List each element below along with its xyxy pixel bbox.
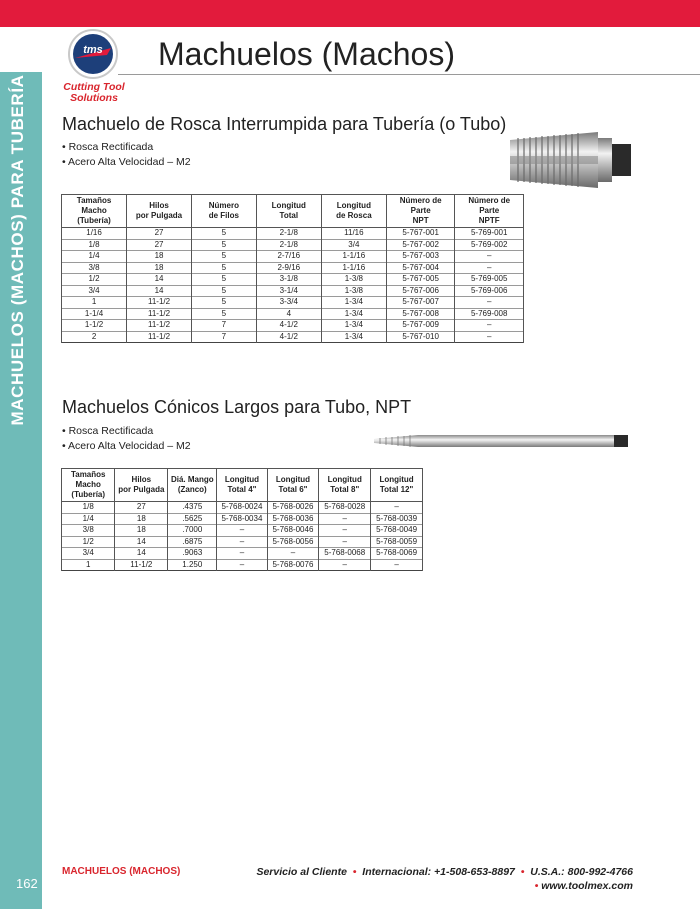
table-cell: 3/4 xyxy=(62,548,115,560)
bullet-item: • Acero Alta Velocidad – M2 xyxy=(62,439,191,454)
table-cell: 5-768-0069 xyxy=(371,548,423,560)
table-cell: 11-1/2 xyxy=(127,320,192,332)
table-cell: 5 xyxy=(191,262,256,274)
table-cell: 5-768-0039 xyxy=(371,513,423,525)
table-cell: 5-768-0068 xyxy=(319,548,371,560)
col-header-size: Tamaños Macho (Tubería) xyxy=(62,469,115,502)
table-row xyxy=(62,262,524,274)
table-cell: 3-1/8 xyxy=(256,274,321,286)
table-cell: 5-768-0056 xyxy=(267,536,319,548)
table-cell: .7000 xyxy=(168,525,217,537)
interrupted-thread-tap-image xyxy=(508,126,633,194)
table-cell: – xyxy=(319,536,371,548)
table-cell: 1/8 xyxy=(62,239,127,251)
section1-table xyxy=(61,194,524,343)
table-row xyxy=(62,502,423,514)
table-cell: – xyxy=(319,513,371,525)
table-cell: 1-3/4 xyxy=(321,308,386,320)
table-cell: 5-768-0059 xyxy=(371,536,423,548)
logo-text: tms xyxy=(83,44,103,56)
table-row xyxy=(62,559,423,571)
table-row xyxy=(62,308,524,320)
table-cell: – xyxy=(455,262,524,274)
table-cell: 1/2 xyxy=(62,274,127,286)
table-cell: – xyxy=(455,320,524,332)
table-cell: 1-3/4 xyxy=(321,331,386,343)
table-cell: – xyxy=(319,525,371,537)
table-cell: 5-768-0026 xyxy=(267,502,319,514)
table-cell: 5-768-0024 xyxy=(217,502,267,514)
table-cell: 5 xyxy=(191,239,256,251)
table-cell: 5-767-006 xyxy=(386,285,455,297)
col-header-length-4: Longitud Total 4" xyxy=(217,469,267,502)
col-header-length-8: Longitud Total 8" xyxy=(319,469,371,502)
footer-website-link[interactable]: www.toolmex.com xyxy=(541,880,633,892)
table-row xyxy=(62,285,524,297)
long-taper-tap-image xyxy=(372,431,630,451)
table-cell: 27 xyxy=(115,502,168,514)
table-row xyxy=(62,320,524,332)
table-cell: 7 xyxy=(191,320,256,332)
table-cell: 5-767-003 xyxy=(386,251,455,263)
table-cell: .4375 xyxy=(168,502,217,514)
table-cell: – xyxy=(217,536,267,548)
table-cell: 5 xyxy=(191,297,256,309)
table-cell: 1 xyxy=(62,559,115,571)
table-cell: 5 xyxy=(191,308,256,320)
table-cell: 1/4 xyxy=(62,513,115,525)
table-cell: – xyxy=(455,331,524,343)
table-cell: 2-1/8 xyxy=(256,228,321,240)
table-cell: 11-1/2 xyxy=(127,297,192,309)
table-cell: 5-767-010 xyxy=(386,331,455,343)
table-cell: – xyxy=(217,548,267,560)
table-row xyxy=(62,274,524,286)
table-row xyxy=(62,548,423,560)
table-row xyxy=(62,513,423,525)
table-cell: 5-769-005 xyxy=(455,274,524,286)
table-cell: 5-769-001 xyxy=(455,228,524,240)
col-header-overall-length: Longitud Total xyxy=(256,195,321,228)
table-row xyxy=(62,525,423,537)
section2-table xyxy=(61,468,423,571)
table-cell: 5-769-002 xyxy=(455,239,524,251)
tms-logo-icon xyxy=(63,28,123,80)
section1-bullets xyxy=(62,140,191,170)
sidebar-vertical-label: MACHUELOS (MACHOS) PARA TUBERÍA xyxy=(8,74,27,426)
table-cell: .5625 xyxy=(168,513,217,525)
table-cell: 18 xyxy=(127,262,192,274)
table-cell: 1/4 xyxy=(62,251,127,263)
table-header-row xyxy=(62,469,423,502)
table-cell: 14 xyxy=(127,285,192,297)
table-cell: – xyxy=(217,559,267,571)
table-cell: 14 xyxy=(127,274,192,286)
table-cell: – xyxy=(455,251,524,263)
table-cell: 7 xyxy=(191,331,256,343)
col-header-thread-length: Longitud de Rosca xyxy=(321,195,386,228)
table-cell: 1/8 xyxy=(62,502,115,514)
table-cell: 5-768-0036 xyxy=(267,513,319,525)
table-cell: 4 xyxy=(256,308,321,320)
table-cell: .9063 xyxy=(168,548,217,560)
table-cell: 5-769-008 xyxy=(455,308,524,320)
table-cell: 1 xyxy=(62,297,127,309)
table-cell: 1/2 xyxy=(62,536,115,548)
table-cell: 11/16 xyxy=(321,228,386,240)
table-cell: 5-768-0076 xyxy=(267,559,319,571)
table-cell: 5-768-0049 xyxy=(371,525,423,537)
table-cell: 11-1/2 xyxy=(127,331,192,343)
table-cell: 18 xyxy=(127,251,192,263)
table-row xyxy=(62,331,524,343)
table-cell: 5 xyxy=(191,285,256,297)
table-cell: 5 xyxy=(191,251,256,263)
table-cell: 27 xyxy=(127,239,192,251)
table-cell: – xyxy=(371,502,423,514)
table-cell: 1-1/2 xyxy=(62,320,127,332)
col-header-flutes: Número de Filos xyxy=(191,195,256,228)
col-header-tpi: Hilos por Pulgada xyxy=(115,469,168,502)
table-cell: 1-1/16 xyxy=(321,262,386,274)
col-header-part-npt: Número de Parte NPT xyxy=(386,195,455,228)
table-cell: 5-767-002 xyxy=(386,239,455,251)
col-header-tpi: Hilos por Pulgada xyxy=(127,195,192,228)
table-cell: 5 xyxy=(191,228,256,240)
table-cell: 5 xyxy=(191,274,256,286)
table-cell: 18 xyxy=(115,525,168,537)
table-cell: 27 xyxy=(127,228,192,240)
col-header-length-12: Longitud Total 12" xyxy=(371,469,423,502)
col-header-length-6: Longitud Total 6" xyxy=(267,469,319,502)
col-header-shank-dia: Diá. Mango (Zanco) xyxy=(168,469,217,502)
table-cell: 5-767-007 xyxy=(386,297,455,309)
bullet-item: • Rosca Rectificada xyxy=(62,424,191,439)
table-cell: 1-3/8 xyxy=(321,274,386,286)
table-cell: 4-1/2 xyxy=(256,331,321,343)
table-row xyxy=(62,536,423,548)
section2-bullets xyxy=(62,424,191,454)
footer-section-label: MACHUELOS (MACHOS) xyxy=(62,866,181,877)
table-row xyxy=(62,251,524,263)
col-header-size: Tamaños Macho (Tubería) xyxy=(62,195,127,228)
table-cell: – xyxy=(267,548,319,560)
table-cell: 5-768-0034 xyxy=(217,513,267,525)
footer-international: Internacional: +1-508-653-8897 xyxy=(362,866,515,878)
table-cell: 3/4 xyxy=(62,285,127,297)
table-cell: 18 xyxy=(115,513,168,525)
table-cell: 1/16 xyxy=(62,228,127,240)
table-cell: – xyxy=(319,559,371,571)
table-cell: 5-767-004 xyxy=(386,262,455,274)
table-cell: 5-767-005 xyxy=(386,274,455,286)
table-cell: 1-1/16 xyxy=(321,251,386,263)
table-cell: 5-767-001 xyxy=(386,228,455,240)
table-row xyxy=(62,228,524,240)
table-row xyxy=(62,297,524,309)
footer-service: Servicio al Cliente xyxy=(256,866,347,878)
table-cell: 1-3/4 xyxy=(321,320,386,332)
table-cell: 5-769-006 xyxy=(455,285,524,297)
table-cell: – xyxy=(217,525,267,537)
table-cell: 11-1/2 xyxy=(127,308,192,320)
footer-contact: Servicio al Cliente • Internacional: +1-508-653-8897 • U.S.A.: 800-992-4766 • www.toolmex.com xyxy=(256,866,633,892)
table-cell: 2-7/16 xyxy=(256,251,321,263)
table-cell: 3/8 xyxy=(62,262,127,274)
table-cell: 5-767-009 xyxy=(386,320,455,332)
table-cell: 5-767-008 xyxy=(386,308,455,320)
table-cell: 2 xyxy=(62,331,127,343)
bullet-item: • Rosca Rectificada xyxy=(62,140,191,155)
top-red-bar xyxy=(0,0,700,27)
page-number: 162 xyxy=(16,876,38,891)
table-cell: 14 xyxy=(115,536,168,548)
table-cell: 3/4 xyxy=(321,239,386,251)
logo-tagline: Cutting Tool Solutions xyxy=(63,81,125,104)
table-cell: – xyxy=(455,297,524,309)
table-cell: 1.250 xyxy=(168,559,217,571)
table-cell: 4-1/2 xyxy=(256,320,321,332)
table-cell: 14 xyxy=(115,548,168,560)
table-cell: 1-3/4 xyxy=(321,297,386,309)
table-cell: 1-3/8 xyxy=(321,285,386,297)
page-title: Machuelos (Machos) xyxy=(158,36,455,72)
bullet-item: • Acero Alta Velocidad – M2 xyxy=(62,155,191,170)
table-row xyxy=(62,239,524,251)
title-divider xyxy=(118,74,700,75)
section1-title: Machuelo de Rosca Interrumpida para Tubería (o Tubo) xyxy=(62,114,507,134)
table-cell: 11-1/2 xyxy=(115,559,168,571)
table-cell: 5-768-0046 xyxy=(267,525,319,537)
table-cell: 3/8 xyxy=(62,525,115,537)
table-cell: 3-3/4 xyxy=(256,297,321,309)
table-cell: .6875 xyxy=(168,536,217,548)
table-cell: 1-1/4 xyxy=(62,308,127,320)
table-cell: 5-768-0028 xyxy=(319,502,371,514)
table-cell: – xyxy=(371,559,423,571)
table-cell: 2-9/16 xyxy=(256,262,321,274)
table-cell: 3-1/4 xyxy=(256,285,321,297)
footer-usa: U.S.A.: 800-992-4766 xyxy=(530,866,633,878)
section2-title: Machuelos Cónicos Largos para Tubo, NPT xyxy=(62,397,412,417)
col-header-part-nptf: Número de Parte NPTF xyxy=(455,195,524,228)
table-cell: 2-1/8 xyxy=(256,239,321,251)
table-header-row xyxy=(62,195,524,228)
